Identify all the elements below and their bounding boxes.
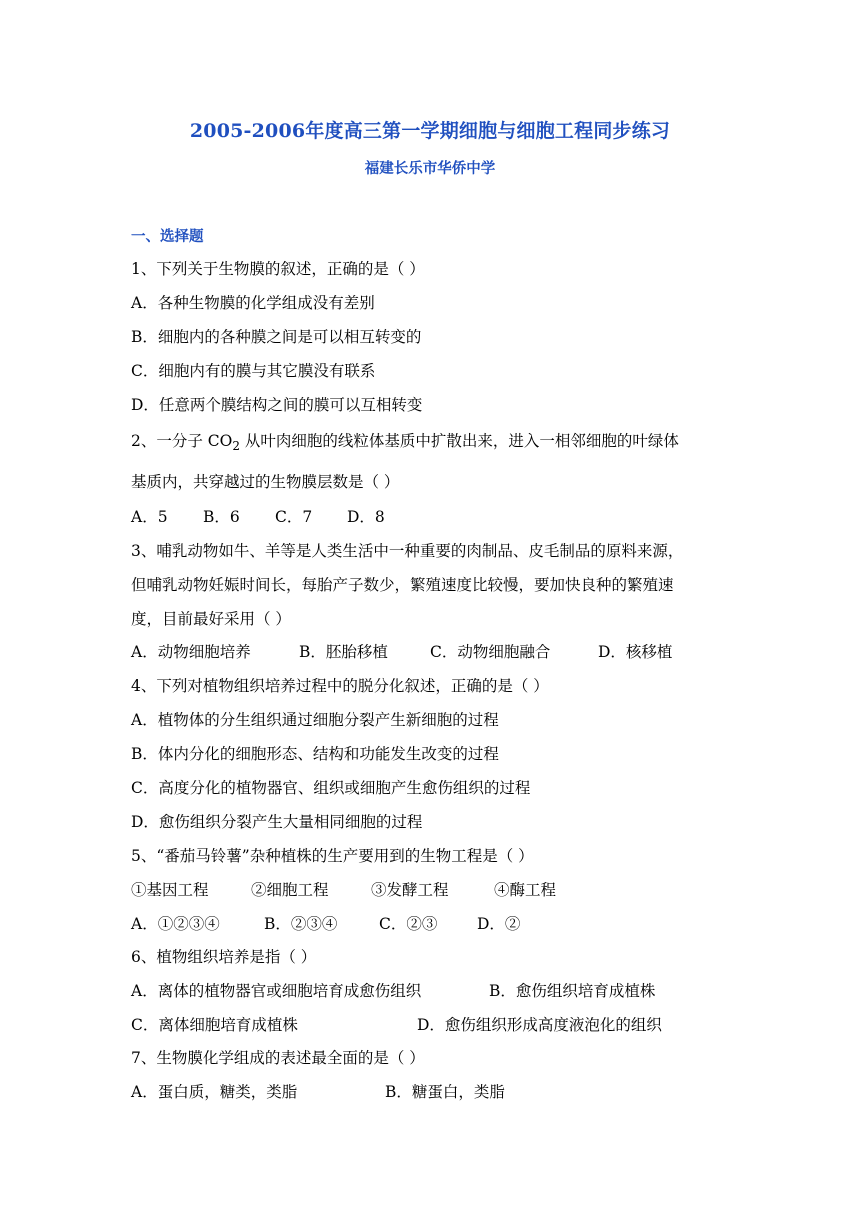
section-heading: 一、选择题 bbox=[131, 228, 204, 245]
q3-options bbox=[131, 642, 741, 662]
q1-option-c: C．细胞内有的膜与其它膜没有联系 bbox=[131, 362, 376, 380]
q5-stem: 5、“番茄马铃薯”杂种植株的生产要用到的生物工程是（ ） bbox=[131, 847, 534, 865]
q4-stem: 4、下列对植物组织培养过程中的脱分化叙述，正确的是（ ） bbox=[131, 677, 549, 695]
q1-stem: 1、下列关于生物膜的叙述，正确的是（ ） bbox=[131, 260, 425, 278]
q5-item-2: ②细胞工程 bbox=[251, 881, 329, 899]
q2-options bbox=[131, 507, 741, 527]
q2-stem-line2: 基质内，共穿越过的生物膜层数是（ ） bbox=[131, 473, 400, 491]
q3-option-b: B．胚胎移植 bbox=[299, 643, 388, 661]
q2-option-d: D．8 bbox=[347, 508, 385, 526]
q2-option-c: C．7 bbox=[275, 508, 313, 526]
q5-option-b: B．②③④ bbox=[264, 915, 338, 933]
q2-stem-subscript: 2 bbox=[232, 439, 240, 453]
q2-option-b: B．6 bbox=[203, 508, 240, 526]
q7-option-b: B．糖蛋白，类脂 bbox=[385, 1083, 505, 1101]
q2-stem-pre: 2、一分子 CO bbox=[131, 432, 233, 450]
q4-option-a: A．植物体的分生组织通过细胞分裂产生新细胞的过程 bbox=[131, 711, 499, 729]
q2-stem-line1 bbox=[131, 431, 741, 456]
q6-options-row1 bbox=[131, 981, 741, 1001]
q7-options bbox=[131, 1082, 741, 1102]
q6-options-row2 bbox=[131, 1015, 741, 1035]
q7-option-a: A．蛋白质，糖类，类脂 bbox=[131, 1083, 298, 1101]
q6-option-d: D．愈伤组织形成高度液泡化的组织 bbox=[417, 1016, 662, 1034]
q5-item-3: ③发酵工程 bbox=[371, 881, 449, 899]
q1-option-a: A．各种生物膜的化学组成没有差别 bbox=[131, 294, 375, 312]
q3-stem-line1: 3、哺乳动物如牛、羊等是人类生活中一种重要的肉制品、皮毛制品的原料来源， bbox=[131, 542, 684, 560]
q3-stem-line2: 但哺乳动物妊娠时间长，每胎产子数少，繁殖速度比较慢，要加快良种的繁殖速 bbox=[131, 576, 674, 594]
q4-option-b: B．体内分化的细胞形态、结构和功能发生改变的过程 bbox=[131, 745, 499, 763]
q4-option-d: D．愈伤组织分裂产生大量相同细胞的过程 bbox=[131, 813, 423, 831]
q5-item-1: ①基因工程 bbox=[131, 881, 209, 899]
q4-option-c: C．高度分化的植物器官、组织或细胞产生愈伤组织的过程 bbox=[131, 779, 531, 797]
q2-stem-post: 从叶肉细胞的线粒体基质中扩散出来，进入一相邻细胞的叶绿体 bbox=[240, 432, 679, 450]
q5-items bbox=[131, 880, 741, 900]
q1-option-d: D．任意两个膜结构之间的膜可以互相转变 bbox=[131, 396, 423, 414]
q2-option-a: A．5 bbox=[131, 508, 168, 526]
q5-options bbox=[131, 914, 741, 934]
q6-option-c: C．离体细胞培育成植株 bbox=[131, 1016, 298, 1034]
q3-option-a: A．动物细胞培养 bbox=[131, 643, 251, 661]
q5-option-d: D．② bbox=[477, 915, 521, 933]
q1-option-b: B．细胞内的各种膜之间是可以相互转变的 bbox=[131, 328, 422, 346]
q5-option-c: C．②③ bbox=[379, 915, 438, 933]
q6-option-b: B．愈伤组织培育成植株 bbox=[489, 982, 656, 1000]
q6-option-a: A．离体的植物器官或细胞培育成愈伤组织 bbox=[131, 982, 422, 1000]
q3-option-c: C．动物细胞融合 bbox=[430, 643, 551, 661]
document-subtitle: 福建长乐市华侨中学 bbox=[364, 160, 496, 177]
q7-stem: 7、生物膜化学组成的表述最全面的是（ ） bbox=[131, 1049, 425, 1067]
document-title: 2005-2006年度高三第一学期细胞与细胞工程同步练习 bbox=[189, 120, 671, 142]
q3-stem-line3: 度，目前最好采用（ ） bbox=[131, 610, 291, 628]
q5-option-a: A．①②③④ bbox=[131, 915, 220, 933]
q6-stem: 6、植物组织培养是指（ ） bbox=[131, 948, 317, 966]
q5-item-4: ④酶工程 bbox=[494, 881, 557, 899]
q3-option-d: D．核移植 bbox=[598, 643, 673, 661]
